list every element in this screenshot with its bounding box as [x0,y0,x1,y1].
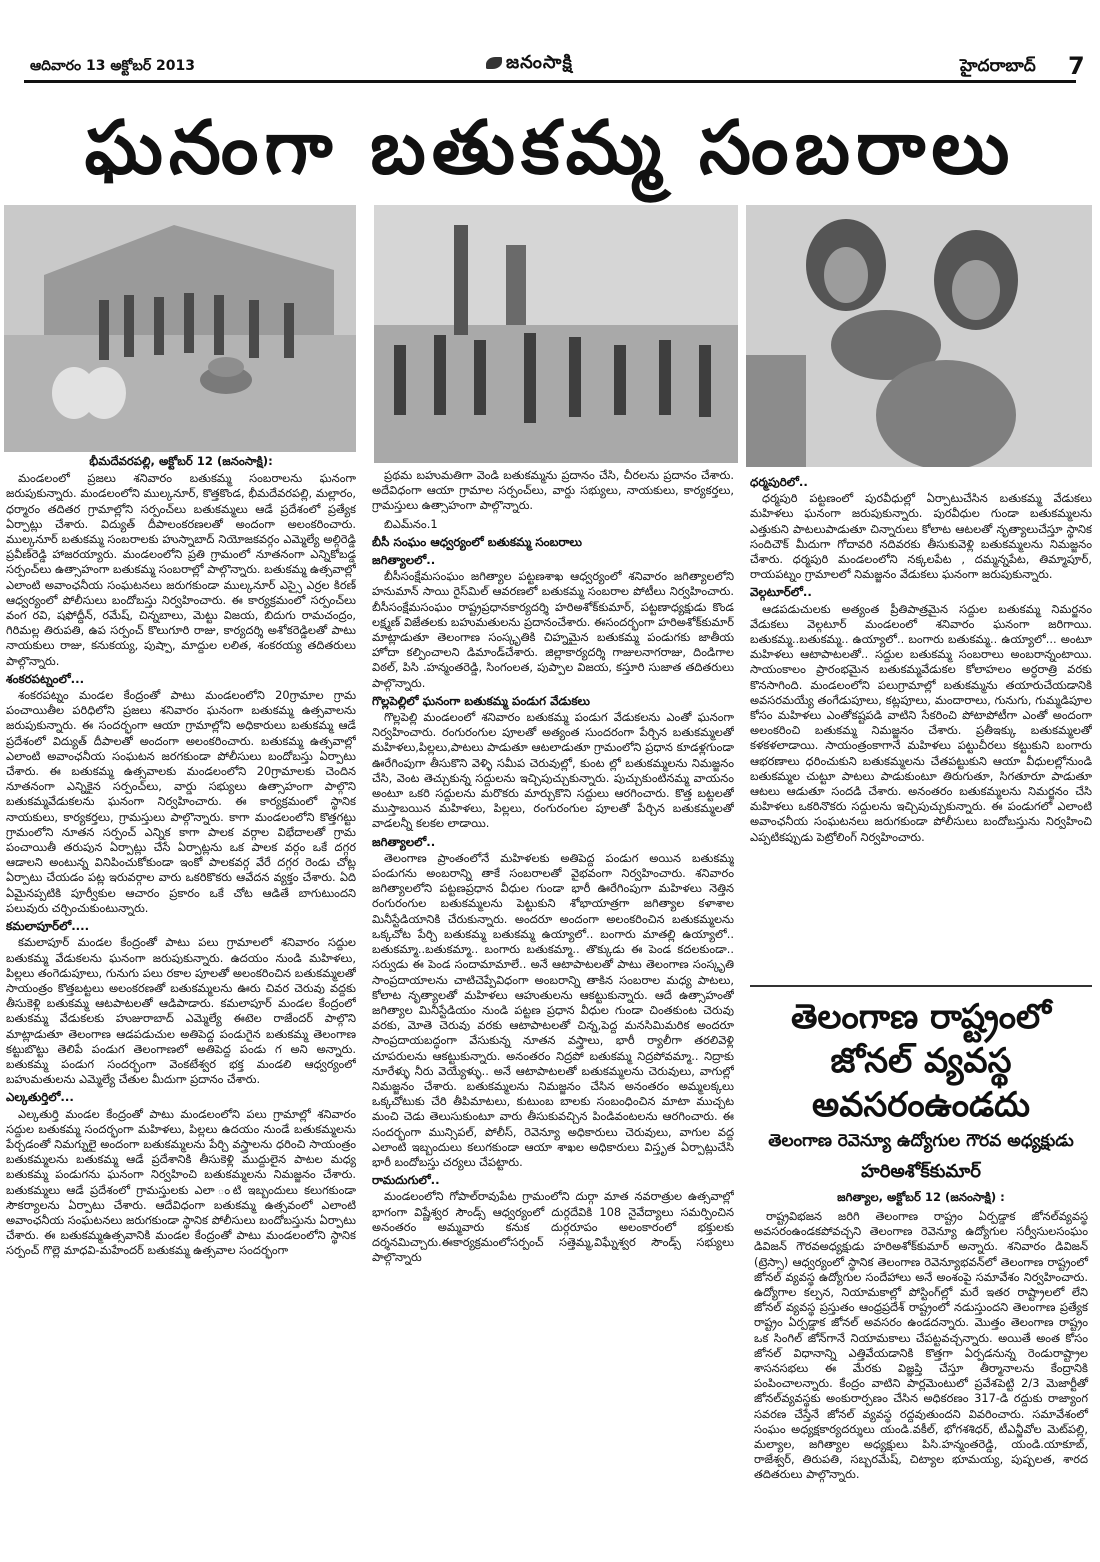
article-paragraph: రాష్ట్రవిభజన జరిగి తెలంగాణ రాష్ట్రం ఏర్పడ్డాక జోనల్‌వ్యవస్థ అవసరంఉండకపోవచ్చని తెలంగాణ రెవెన్యూ ఉద్యోగుల సర్వీసులసంఘం డివిజన్ గౌరవఅధ్యక్షుడు హరిఅశోక్‌కుమార్ అన్నారు. శనివారం డివిజన్ (ట్రెస్సా) ఆధ్వర్యంలో స్థానిక తెలంగాణ రెవెన్యూభవన్‌లో తెలంగాణ రాష్ట్రంలో జోనల్ వ్యవస్థ ఉద్యోగుల సందేహాలు అనే అంశంపై సమావేశం నిర్వహించారు. ఉద్యోగాల కల్పన, నియామకాల్లో పోస్టింగ్‌ల్లో మరే ఇతర రాష్ట్రాలలో లేని జోనల్ వ్యవస్థ ప్రస్తుతం ఆంధ్రప్రదేశ్ రాష్ట్రంలో నడుస్తుందని తెలంగాణ ప్రత్యేక రాష్ట్రం ఏర్పడ్డాక జోనల్ అవసరం ఉండదన్నారు. మొత్తం తెలంగాణ రాష్ట్రం ఒక సింగిల్ జోన్‌గానే నియామకాలు చేపట్టవచ్చన్నారు. అయితే అంత కోసం జోనల్ విధానాన్ని ఎత్తివేయడానికి కొత్తగా ఏర్పడనున్న రెండురాష్ట్రాల శాసనసభలు ఈ మేరకు విజ్ఞప్తి చేస్తూ తీర్మానాలను కేంద్రానికి పంపించాలన్నారు. కేంద్రం వాటిని పార్లమెంటులో ప్రవేశపెట్టి 2/3 మెజార్టీతో జోనల్‌వ్యవస్థకు అంకురార్పణం చేసిన అధికరణం 317-డి రద్దుకు రాజ్యాంగ సవరణ చేస్తేనే జోనల్ వ్యవస్థ రద్దవుతుందని వివరించారు. సమావేశంలో సంఘం అధ్యక్షకార్యదర్శులు యండి.వకీల్, భోగశశిధర్, టీఎన్జీవోల మెట్‌పల్లి, మల్యాల, జగిత్యాల అధ్యక్షులు పిసి.హన్మంతరెడ్డి, యండి.యాకూబ్, రాజేశ్వర్, తిరుపతి, సబ్బరమేష్, చిట్యాల భూమయ్య, పుష్పలత, శారద తదితరులు పాల్గొన్నారు. [754,1209,1088,1482]
section-subheading: ఎల్కతుర్తిలో... [6,1090,74,1105]
section-subheading: జగిత్యాలలో.. [372,834,436,849]
leaf-icon [486,57,502,69]
article-paragraph: ధర్మపురి పట్టణంలో పురవీధుల్లో ఏర్పాటుచేసిన బతుకమ్మ వేడుకలు మహిళలు ఘనంగా జరుపుకున్నారు. పురవీధుల గుండా బతుకమ్మలను ఎత్తుకుని పాటలుపాడుతూ చిన్నారులు కోలాట ఆటలతో నృత్యాలుచేస్తూ స్థానిక సందిచౌక్ మీదుగా గోదావరి నదివరకు తీసుకువెళ్లి బతుకమ్మలను నిమజ్జనం చేశారు. ధర్మపురి మండలంలోని నక్కలపేట , దమ్మన్నపేట, తిమ్మాపూర్, రాయపట్నం గ్రామాలలో నిమజ్జనం వేడుకలు ఘనంగా జరుపుకున్నారు. [750,491,1092,582]
story-subheadline: తెలంగాణ రెవెన్యూ ఉద్యోగుల గౌరవ అధ్యక్షుడు [768,1131,1074,1151]
article-paragraph: ఎల్కతుర్తి మండల కేంద్రంతో పాటు మండలంలోని పలు గ్రామాల్లో శనివారం సద్దుల బతుకమ్మ సందర్భంగా మహిళలు, పిల్లలు ఉదయం నుండే బతుకమ్మలను పేర్చడంతో నిమగ్నులై అందంగా బతుకమ్మలను పేర్చి వస్త్రాలను ధరించి సాయంత్రం బతుకమ్మలను బతుకమ్మ ఆడే ప్రదేశానికి తీసుకెళ్లి ముద్దులైన పాటల మధ్య బతుకమ్మ పండుగను ఘనంగా నిర్వహించి బతుకమ్మలను నిమజ్జనం చేశారు. బతుకమ్మలు ఆడే ప్రదేశంలో గ్రామస్తులకు ఎలా ంటి ఇబ్బందులు కలుగకుండా సౌకర్యాలను ఏర్పాటు చేశారు. ఆదేవిధంగా బతుకమ్మ ఉత్సవంలో ఎలాంటి అవాంఛనీయ సంఘటనలు జరుగకుండా స్థానిక పోలీసులు బందోబస్తును ఏర్పాటు చేశారు. ఈ బతుకమ్మఉత్సవానికి మండల కేంద్రంతో పాటు మండలంలోని స్థానిక సర్పంచ్ గొల్లె మాధవి-మహేందర్ బతుకమ్మ ఉత్సవాల సందర్భంగా [6,1106,356,1258]
article-paragraph: మండలంలోని గోపాల్‌రావుపేట గ్రామంలోని దుర్గా మాత నవరాత్రుల ఉత్సవాల్లో భాగంగా విష్ణేశ్వర సౌండ్స్ ఆధ్వర్యంలో దుర్గదేవికి 108 నైవేద్యాలు సమర్పించిన అనంతరం అమ్మవారు కనుక దుర్గరూపం అలంకారంలో భక్తులకు దర్శనమిచ్చారు.ఈకార్యక్రమంలోసర్పంచ్ సత్తెమ్మ,విఘ్నేశ్వర సౌండ్స్ సభ్యులు పాల్గొన్నారు [372,1189,734,1265]
article-dateline: జగిత్యాల, అక్టోబర్ 12 (జనంసాక్షి) : [837,1190,1005,1204]
bathukamma-celebration-photo-3 [746,205,1092,467]
section-subheading: రామదుగులో.. [372,1173,440,1188]
article-column-1 [6,454,356,1554]
article-paragraph: బీసీసంక్షేమసంఘం జగిత్యాల పట్టణశాఖ ఆధ్వర్యంలో శనివారం జగిత్యాలలోని హనుమాన్ సాయి రైస్‌మిల్ ఆవరణలో బతుకమ్మ సంబరాల పోటీలు నిర్వహించారు. బీసీసంక్షేమసంఘం రాష్ట్రప్రధానకార్యదర్శి హరిఅశోక్‌కుమార్, పట్టణాధ్యక్షుడు కొండ లక్ష్మణ్ విజేతలకు బహుమతులను ప్రదానంచేశారు. ఈసందర్భంగా హరిఅశోక్‌కుమార్ మాట్లాడుతూ తెలంగాణ సంస్కృతికి చిహ్నమైన బతుకమ్మ పండుగకు జాతీయ హోదా కల్పించాలని డిమాండ్‌చేశారు. జిల్లాకార్యదర్శి గాజులనాగరాజు, దిండిగాల విఠల్, పిసి .హన్మంతరెడ్డి, సింగంలత, పుప్పాల విజయ, కస్తూరి సుజాత తదితరులు పాల్గొన్నారు. [372,569,734,690]
newspaper-logo [486,52,573,77]
zonal-system-story [750,985,1092,1557]
article-paragraph: కమలాపూర్ మండల కేంద్రంతో పాటు పలు గ్రామాలలో శనివారం సద్దుల బతుకమ్మ వేడుకలను ఘనంగా జరుపుకున్నారు. ఉదయం నుండి మహిళలు, పిల్లలు తంగెడుపూలు, గునుగు పలు రకాల పూలతో అలంకరించిన బతుకమ్మలతో సాయంత్రం కొత్తబట్టలు అలంకరణతో బతుకమ్మలను ఊరు చివర చెరువు వద్దకు తీసుకెళ్లి బతుకమ్మ ఆటపాటలతో ఆడిపాడారు. కమలాపూర్ మండల కేంద్రంలో బతుకమ్మ వేడుకలకు హుజురాబాద్ ఎమ్మెల్యే ఈటెల రాజేందర్ పాల్గొని మాట్లాడుతూ తెలంగాణ ఆడపడుచుల అతిపెద్ద పండుగైన బతుకమ్మ తెలంగాణ కట్టుబొట్టు తెలిపే పండుగ తెలంగాణలో అతిపెద్ద పండు గ అని అన్నారు. బతుకమ్మ పండుగ సందర్భంగా వెంకటేశ్వర భక్త మండలి ఆధ్వర్యంలో బహుమతులను ఎమ్మెల్యే చేతుల మీదుగా ప్రదానం చేశారు. [6,935,356,1087]
page-number: 7 [1068,52,1085,80]
section-subheading: ధర్మపురిలో.. [750,475,808,489]
masthead-rule [24,80,1076,83]
page-headline: ఘనంగా బతుకమ్మ సంబరాలు [84,105,1016,191]
masthead [0,0,1100,100]
article-paragraph: ప్రథమ బహుమతిగా వెండి బతుకమ్మను ప్రదానం చేసి, చీరలను ప్రదానం చేశారు. అదేవిధంగా ఆయా గ్రామాల సర్పంచ్‌లు, వార్డు సభ్యులు, నాయకులు, కార్యకర్తలు, గ్రామస్తులు ఉత్సాహంగా పాల్గొన్నారు. [372,468,734,513]
article-column-2 [372,468,734,1548]
article-paragraph: గొల్లపెల్లి మండలంలో శనివారం బతుకమ్మ పండుగ వేడుకలను ఎంతో ఘనంగా నిర్వహించారు. రంగురంగుల పూలతో అత్యంత సుందరంగా పేర్చిన బతుకమ్మలతో మహిళలు,పిల్లలు,పాటలు పాడుతూ ఆటలాడుతూ గ్రామంలోని ప్రధాన కూడళ్లగుండా ఊరేగింపుగా తీసుకొని వెళ్ళి సమీప చెరువుల్లో, కుంట ల్లో బతుకమ్మలను నిమజ్జనం చేసి, వెంట తెచ్చుకున్న సద్దులను ఇచ్చిపుచ్చుకున్నారు. పుచ్చుకుంటినమ్మ వాయనం అంటూ ఒకరి సద్దులను మరొకరు మార్చుకొని సద్దులు ఆరగించారు. కొత్త బట్టలతో ముస్తాబయిన మహిళలు, పిల్లలు, రంగురంగుల పూలతో పేర్చిన బతుకమ్మలతో వాడలన్నీ కలకల లాడాయి. [372,710,734,831]
article-column-3 [750,472,1092,952]
section-subheading: జగిత్యాలలో.. [372,553,436,568]
article-paragraph: శంకరపట్నం మండల కేంద్రంతో పాటు మండలంలోని 20గ్రామాల గ్రామ పంచాయితీల పరిధిలోని ప్రజలు శనివారం ఘనంగా బతుకమ్మ ఉత్సవాలను జరుపుకున్నారు. ఈ సందర్భంగా ఆయా గ్రామాల్లోని అధికారులు బతుకమ్మ ఆడే ప్రదేశంలో విద్యుత్ దీపాలతో అందంగా అలంకరించారు. బతుకమ్మ ఉత్సవాల్లో ఎలాంటి అవాంఛనీయ సంఘటన జరగకుండా పోలీసులు బందోబస్తు ఏర్పాటు చేశారు. ఈ బతుకమ్మ ఉత్సవాలకు మండలంలోని 20గ్రామాలకు చెందిన నూతనంగా ఎన్నికైన సర్పంచ్‌లు, వార్డు సభ్యులు ఉత్సాహంగా పాల్గొని బతుకమ్మవేడుకలను ఘనంగా నిర్వహించారు. ఈ కార్యక్రమంలో స్థానిక నాయకులు, కార్యకర్తలు, గ్రామస్తులు పాల్గొన్నారు. కాగా మండలంలోని కొత్తగట్టు గ్రామంలోని నూతన సర్పంచ్ ఎన్నిక కాగా పాలక వర్గాల విభేదాలతో గ్రామ పంచాయితీ తరుపున ఏర్పాట్లు చేసే ఏర్పాట్లను ఒక పాలక వర్గం ఒకే దగ్గర ఆడాలని అంటున్న వినిపించుకోకుండా ఇంకో పాలకవర్గ వేరే దగ్గర రెండు చోట్ల ఏర్పాటు చేయడం పట్ల ఇరువర్గాల వారు ఒకరికొకరు ఆవేదన వ్యక్తం చేశారు. ఏది ఏమైనప్పటికి పూర్వీకుల ఆచారం ప్రకారం ఒకే చోట ఆడితే బాగుటుందని పలువురు చర్చించుకుంటున్నారు. [6,688,356,915]
section-subheading: వెల్గటూర్‌లో.. [750,585,812,600]
newspaper-logo-text: జనంసాక్షి [506,52,573,73]
section-subheading: శంకరపట్నంలో... [6,671,85,686]
issue-date: ఆదివారం 13 అక్టోబర్ 2013 [30,58,196,74]
article-paragraph: ఆడపడుచులకు అత్యంత ప్రీతిపాత్రమైన సద్దుల బతుకమ్మ నిమర్జనం వేడుకలు వెల్గటూర్ మండలంలో శనివారం ఘనంగా జరిగాయి. బతుకమ్మ..బతుకమ్మ.. ఉయ్యాలో.. బంగారు బతుకమ్మ.. ఉయ్యాలో... అంటూ మహిళలు ఆటాపాటలతో.. సద్దుల బతుకమ్మ సంబరాలు అంబరాన్నంటాయి. సాయంకాలం ప్రారంభమైన బతుకమ్మవేడుకల కోలాహలం అర్ధరాత్రి వరకు కొనసాగింది. మండలంలోని పలుగ్రామాల్లో బతుకమ్మను తయారుచేయడానికి అవసరమయ్యే తంగేడుపూలు, కట్లపూలు, మందారాలు, గునుగు, గుమ్మడిపూల కోసం మహిళలు ఎంతోకష్టపడి వాటిని సేకరించి పోటాపోటీగా ఎంతో అందంగా అలంకరించి బతుకమ్మ నిమజ్జనం చేశారు. ప్రతీఇక్కు బతుకమ్మలతో కళకళలాడాయి. సాయంత్రంకాగానే మహిళలు పట్టుచీరలు కట్టుకుని బంగారు ఆభరణాలు ధరించుకుని బతుకమ్మలను చేతపట్టుకుని ఆయా వీధులల్లోనుండి బతుకమ్మల చుట్టూ పాటలు పాడుకుంటూ తిరుగుతూ, సిగతూరూ పాడుతూ ఆటలు ఆడుతూ సందడి చేశారు. అనంతరం బతుకమ్మలను నిమర్జనం చేసి మహిళలు ఒకరినొకరు సద్దులను ఇచ్చిపుచ్చుకున్నారు. ఈ పండుగలో ఎలాంటి అవాంఛనీయ సంఘటనలు జరుగకుండా పోలీసులు బందోబస్తును నిర్వహించి ఎప్పటికప్పుడు పెట్రోలింగ్ నిర్వహించారు. [750,601,1092,844]
section-subheading: కమలాపూర్‌లో.... [6,919,90,934]
article-paragraph: మండలంలో ప్రజలు శనివారం బతుకమ్మ సంబరాలను ఘనంగా జరుపుకున్నారు. మండలంలోని ముల్కనూర్, కొత్తకొండ, భీమదేవరపల్లి, మల్లారం, ధర్మారం తదితర గ్రామాల్లోని సర్పంచ్‌లు బతుకమ్మలు ఆడే ప్రదేశంలో ప్రత్యేక ఏర్పాట్లు చేశారు. విద్యుత్ దీపాలంకరణలతో అందంగా అలంకరించారు. ముల్కనూర్ బతుకమ్మ సంబరాలకు హుస్నాబాద్ నియోజకవర్గం ఎమ్మెల్యే అల్గిరెడ్డి ప్రవీణ్‌రెడ్డి హాజరయ్యారు. మండలంలోని ప్రతి గ్రామంలో నూతనంగా ఎన్నికోబడ్డ సర్పంచ్‌లు ఉత్సాహంగా బతుకమ్మ సంబరాల్లో పాల్గొన్నారు. బతుకమ్మ ఉత్సవాల్లో ఎలాంటి అవాంఛనీయ సంఘటనలు జరుగకుండా ముల్కనూర్ ఎస్సై ఎర్రల కిరణ్ ఆధ్వర్యంలో పోలీసులు బందోబస్తు నిర్వహించారు. ఈ కార్యక్రమంలో సర్పంచ్‌లు వంగ రవి, షఫోద్దీన్, రమేష్, చిన్నబాలు, మెట్టు విజయ, బిదుగు రామచంద్రం, గిరిమల్ల తిరుపతి, ఉప సర్పంచ్ కొలుగూరి రాజు, కార్యదర్శి అశోకరెడ్డిలతో పాటు నాయకులు రాజు, కనుకయ్య, పుష్పా, మాద్దుల లలిత, శంకరయ్య తదితరులు పాల్గొన్నారు. [6,471,356,668]
edition-city: హైదరాబాద్ [960,56,1036,76]
article-paragraph: తెలంగాణ ప్రాంతంలోనే మహిళలకు అతిపెద్ద పండుగ అయిన బతుకమ్మ పండుగను అంబరాన్ని తాకే సంబరాలతో వైభవంగా నిర్వహించారు. శనివారం జగిత్యాలలోని పట్టణప్రధాన వీధుల గుండా భారీ ఊరేగింపుగా మహిళలు నెత్తిన రంగురంగుల బతుకమ్మలను పెట్టుకుని శోభాయాత్రగా జగిత్యాల కళాశాల మినీస్టేడియానికి చేరుకున్నారు. అందరూ అందంగా అలంకరించిన బతుకమ్మలను ఒక్కచోట పేర్చి బతుకమ్మ బతుకమ్మ ఉయ్యాలో.. బంగారు మాతల్లి ఉయ్యాలో.. బతుకమ్మా..బతుకమ్మా.. బంగారు బతుకమ్మా.. తొక్కుడు ఈ పెండ కదలకుండా.. సర్వుడు ఈ పెండ సందామామాలే.. అనే ఆటాపాటలతో పాటు తెలంగాణ సంస్కృతి సాంప్రదాయాలను చాటిచెప్పేవిధంగా అంబరాన్ని తాకిన సంబరాల మధ్య పాటలు, కోలాట నృత్యాలతో మహిళలు ఆహుతులను ఆకట్టుకున్నారు. ఆదే ఉత్సాహంతో జగిత్యాల మినీస్టేడియం నుండి పట్టణ ప్రధాన వీధుల గుండా చింతకుంట చెరువు వరకు, మోతె చెరువు వరకు ఆటాపాటలతో చిన్న,పెద్ద మనసిమిమరిక అందరూ సాంప్రదాయబద్ధంగా వేసుకున్న నూతన వస్త్రాలు, భారీ ర్యాలీగా తరలివెళ్లి చూపరులను ఆకట్టుకున్నారు. అనంతరం నిద్రపో బతుకమ్మ నిద్రపోవమ్మా.. నిద్రాకు నూరేళ్ళు నీరు వెయ్యేళ్ళు.. అనే ఆటాపాటలతో బతుకమ్మలను చెరువులు, వాగుల్లో నిమజ్జనం చేశారు. బతుకమ్మలను నిమజ్జనం చేసిన అనంతరం అమ్మలక్కలు ఒక్కచోటుకు చేరి తీపిమాటలు, కుటుంబ బాలకు సంబంధించిన మాటా ముచ్చట మంచి చెడు తెలుసుకుంటూ వారు తీసుకువచ్చిన పిండివంటలను ఆరగించారు. ఈ సందర్భంగా మున్సిపల్, పోలీస్, రెవెన్యూ అధికారులు చెరువులు, వాగుల వద్ద ఎలాంటి ఇబ్బందులు కలుగకుండా ఆయా శాఖల అధికారులు విస్తృత ఏర్పాట్లుచేసి భారీ బందోబస్తు చర్యలు చేపట్టారు. [372,850,734,1169]
article-dateline: భీమదేవరపల్లి, అక్టోబర్ 12 (జనంసాక్షి): [89,454,273,468]
story-body [750,1209,1092,1483]
section-subheading: బీసీ సంఘం ఆధ్వర్యంలో బతుకమ్మ సంబరాలు [372,534,582,549]
story-headline: తెలంగాణ రాష్ట్రంలో జోనల్ వ్యవస్థ అవసరంఉండదు [790,997,1052,1125]
section-subheading: గొల్లపెల్లిలో ఘనంగా బతుకమ్మ పండుగ వేడుకలు [372,693,590,708]
article-note: బిఎమ్‌నం.1 [384,516,438,531]
bathukamma-celebration-photo-2 [374,205,738,463]
bathukamma-celebration-photo-1 [4,205,356,452]
story-person-name: హరిఅశోక్‌కుమార్ [861,1161,981,1182]
